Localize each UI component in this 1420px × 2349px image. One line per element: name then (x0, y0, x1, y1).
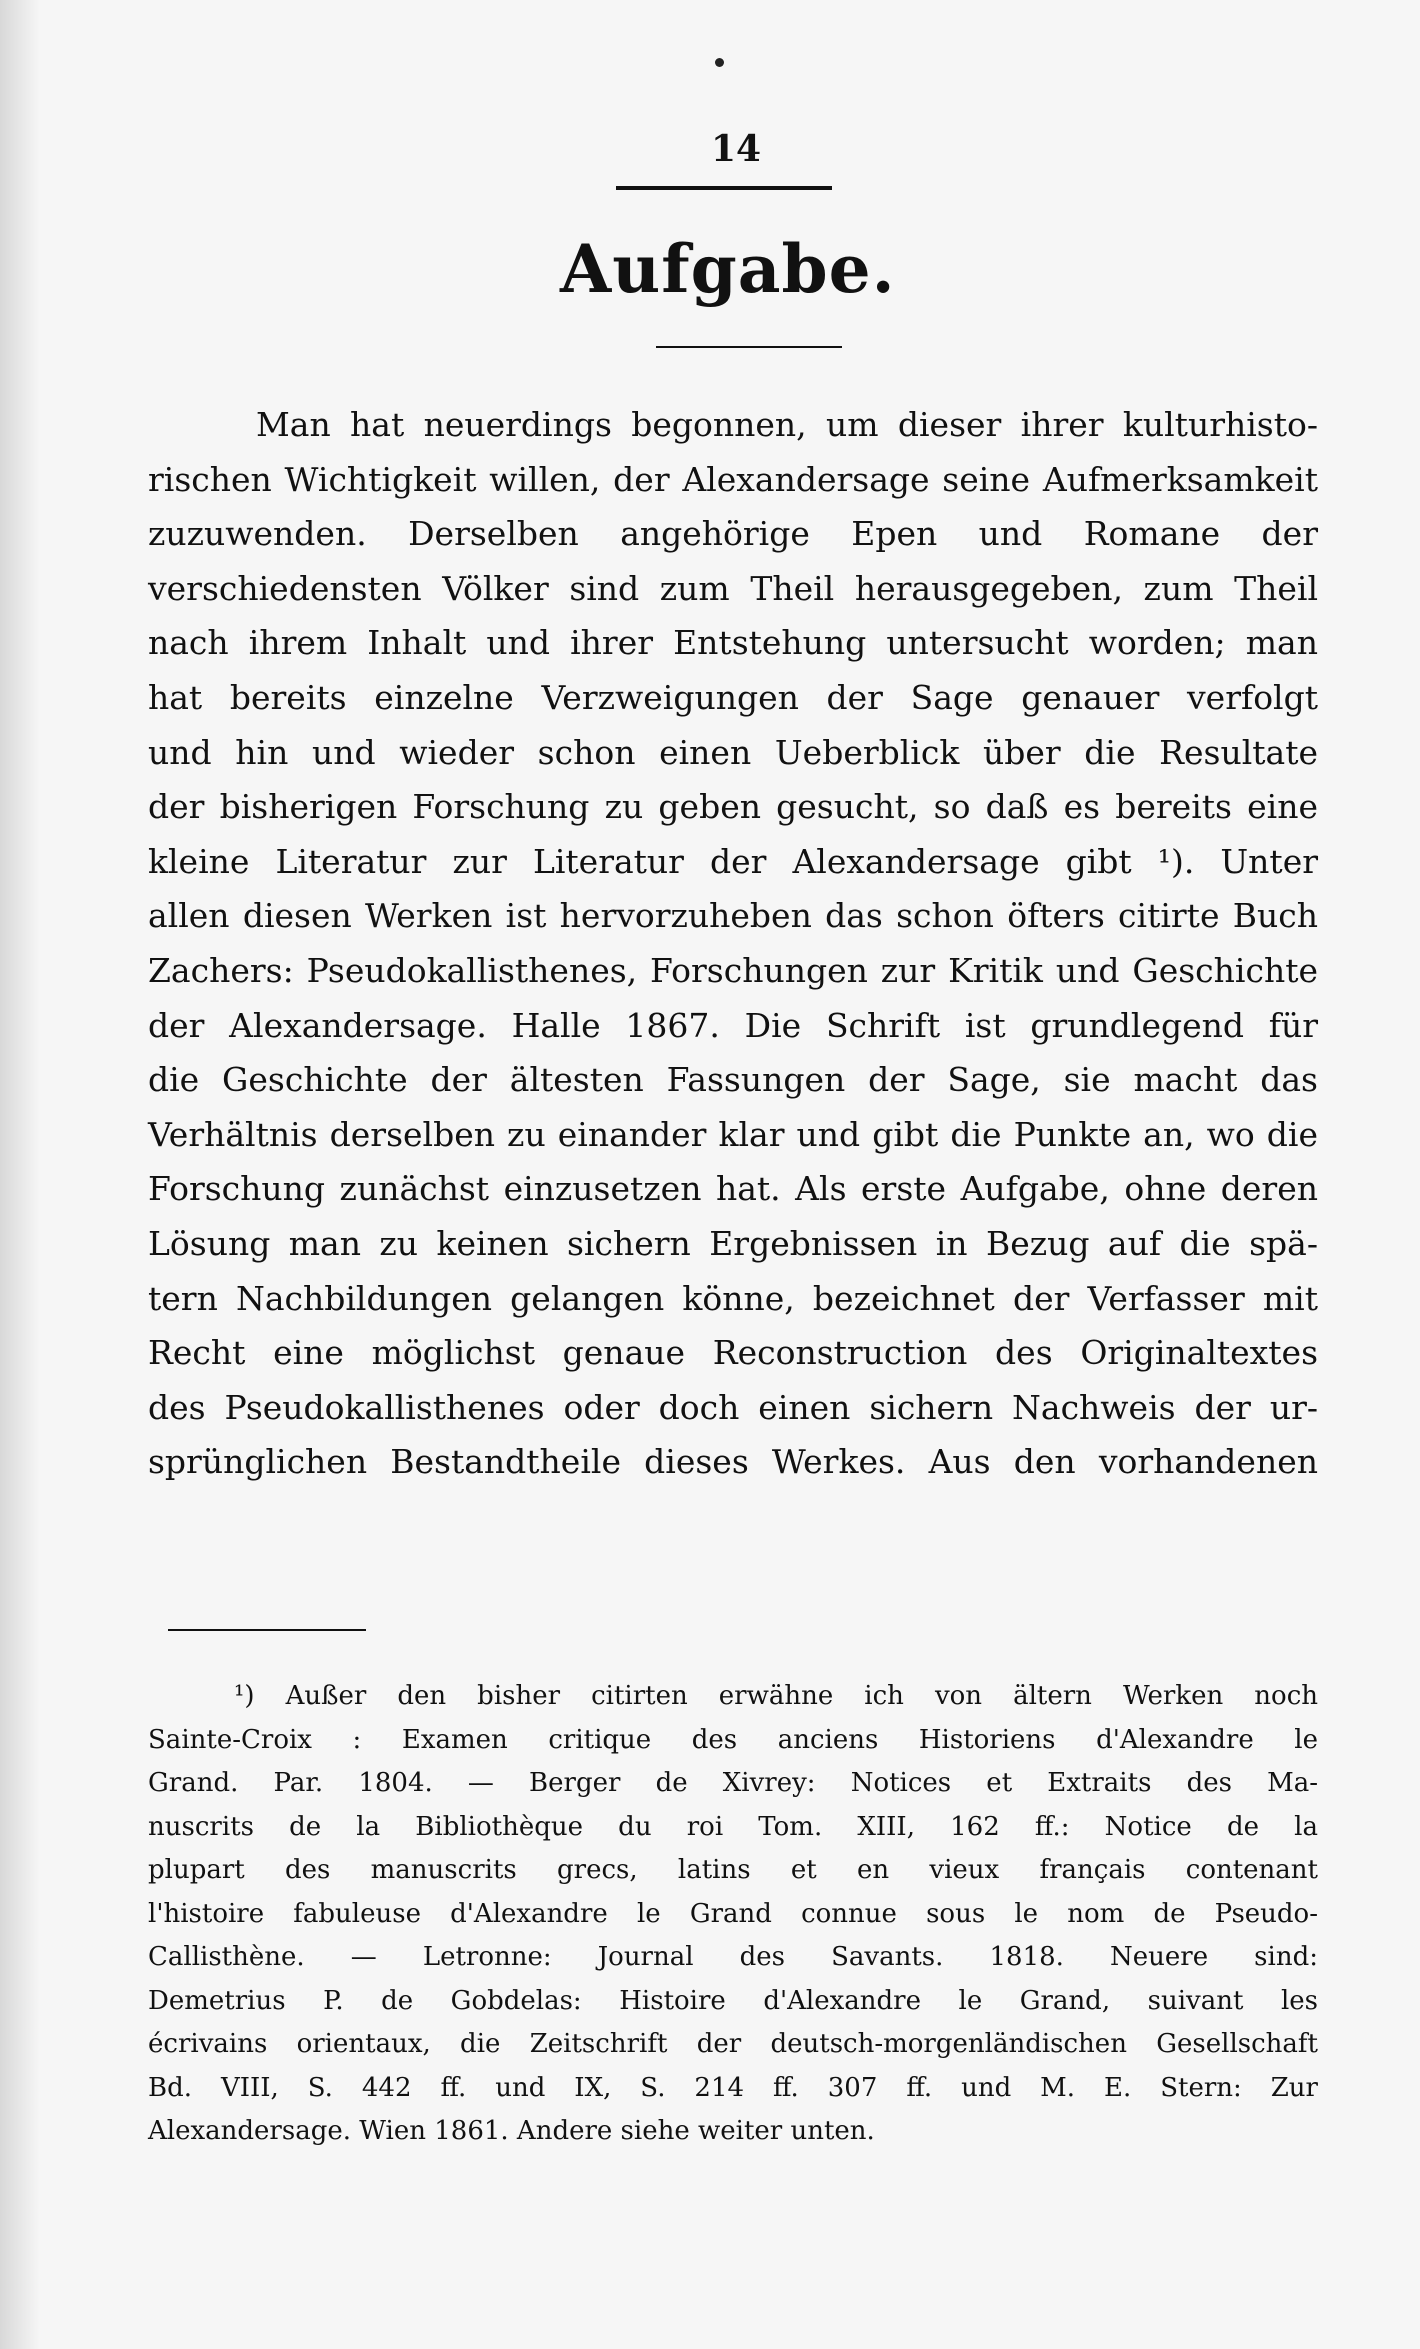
page-edge-shadow (0, 0, 40, 2349)
body-line: kleine Literatur zur Literatur der Alexandersage gibt ¹). Unter (148, 841, 1318, 881)
body-line: sprünglichen Bestandtheile dieses Werkes. Aus den vorhandenen (148, 1442, 1318, 1482)
footnote-line: ¹) Außer den bisher citirten erwähne ich von ältern Werken noch (234, 1681, 1318, 1711)
footnote-line: écrivains orientaux, die Zeitschrift der deutsch-morgenländischen Gesellschaft (148, 2029, 1318, 2059)
footnote-rule (168, 1629, 366, 1631)
body-line: rischen Wichtigkeit willen, der Alexandersage seine Aufmerksamkeit (148, 459, 1318, 499)
footnote-line: l'histoire fabuleuse d'Alexandre le Grand connue sous le nom de Pseudo- (148, 1898, 1318, 1929)
body-line: Lösung man zu keinen sichern Ergebnissen in Bezug auf die spä- (148, 1223, 1318, 1263)
body-line: der Alexandersage. Halle 1867. Die Schrift ist grundlegend für (148, 1005, 1318, 1045)
body-line: Man hat neuerdings begonnen, um dieser ihrer kulturhisto- (256, 405, 1318, 444)
footnotes (148, 1675, 1318, 2154)
page-number: 14 (710, 128, 762, 170)
footnote-line: Demetrius P. de Gobdelas: Histoire d'Alexandre le Grand, suivant les (148, 1985, 1318, 2016)
footnote-line: Bd. VIII, S. 442 ff. und IX, S. 214 ff. 307 ff. und M. E. Stern: Zur (148, 2072, 1318, 2103)
body-line: allen diesen Werken ist hervorzuheben das schon öfters citirte Buch (148, 896, 1318, 936)
body-line: des Pseudokallisthenes oder doch einen sichern Nachweis der ur- (148, 1387, 1318, 1427)
body-line: Recht eine möglichst genaue Reconstruction des Originaltextes (148, 1333, 1318, 1373)
footnote-line: plupart des manuscrits grecs, latins et en vieux français contenant (148, 1855, 1318, 1885)
body-line: und hin und wieder schon einen Ueberblick über die Resultate (148, 732, 1318, 772)
body-line: die Geschichte der ältesten Fassungen der Sage, sie macht das (148, 1060, 1318, 1100)
body-line: der bisherigen Forschung zu geben gesucht, so daß es bereits eine (148, 787, 1318, 827)
section-heading: Aufgabe. (560, 230, 896, 308)
body-text (148, 398, 1318, 1490)
body-line: zuzuwenden. Derselben angehörige Epen und Romane der (148, 514, 1318, 554)
body-line: Zachers: Pseudokallisthenes, Forschungen zur Kritik und Geschichte (148, 950, 1318, 990)
footnote-line: Callisthène. — Letronne: Journal des Savants. 1818. Neuere sind: (148, 1942, 1318, 1972)
body-line: Verhältnis derselben zu einander klar und gibt die Punkte an, wo die (148, 1114, 1318, 1154)
body-line: tern Nachbildungen gelangen könne, bezeichnet der Verfasser mit (148, 1278, 1318, 1318)
footnote-line: Sainte-Croix : Examen critique des anciens Historiens d'Alexandre le (148, 1724, 1318, 1755)
body-line: nach ihrem Inhalt und ihrer Entstehung untersucht worden; man (148, 623, 1318, 663)
ink-dot (715, 58, 724, 67)
body-line: verschiedensten Völker sind zum Theil herausgegeben, zum Theil (148, 568, 1318, 608)
heading-rule (656, 346, 842, 348)
body-line: hat bereits einzelne Verzweigungen der Sage genauer verfolgt (148, 677, 1318, 717)
footnote-line: Alexandersage. Wien 1861. Andere siehe weiter unten. (148, 2116, 875, 2146)
body-line: Forschung zunächst einzusetzen hat. Als erste Aufgabe, ohne deren (148, 1169, 1318, 1209)
footnote-line: nuscrits de la Bibliothèque du roi Tom. XIII, 162 ff.: Notice de la (148, 1811, 1318, 1842)
header-rule (616, 186, 832, 190)
footnote-line: Grand. Par. 1804. — Berger de Xivrey: Notices et Extraits des Ma- (148, 1768, 1318, 1798)
